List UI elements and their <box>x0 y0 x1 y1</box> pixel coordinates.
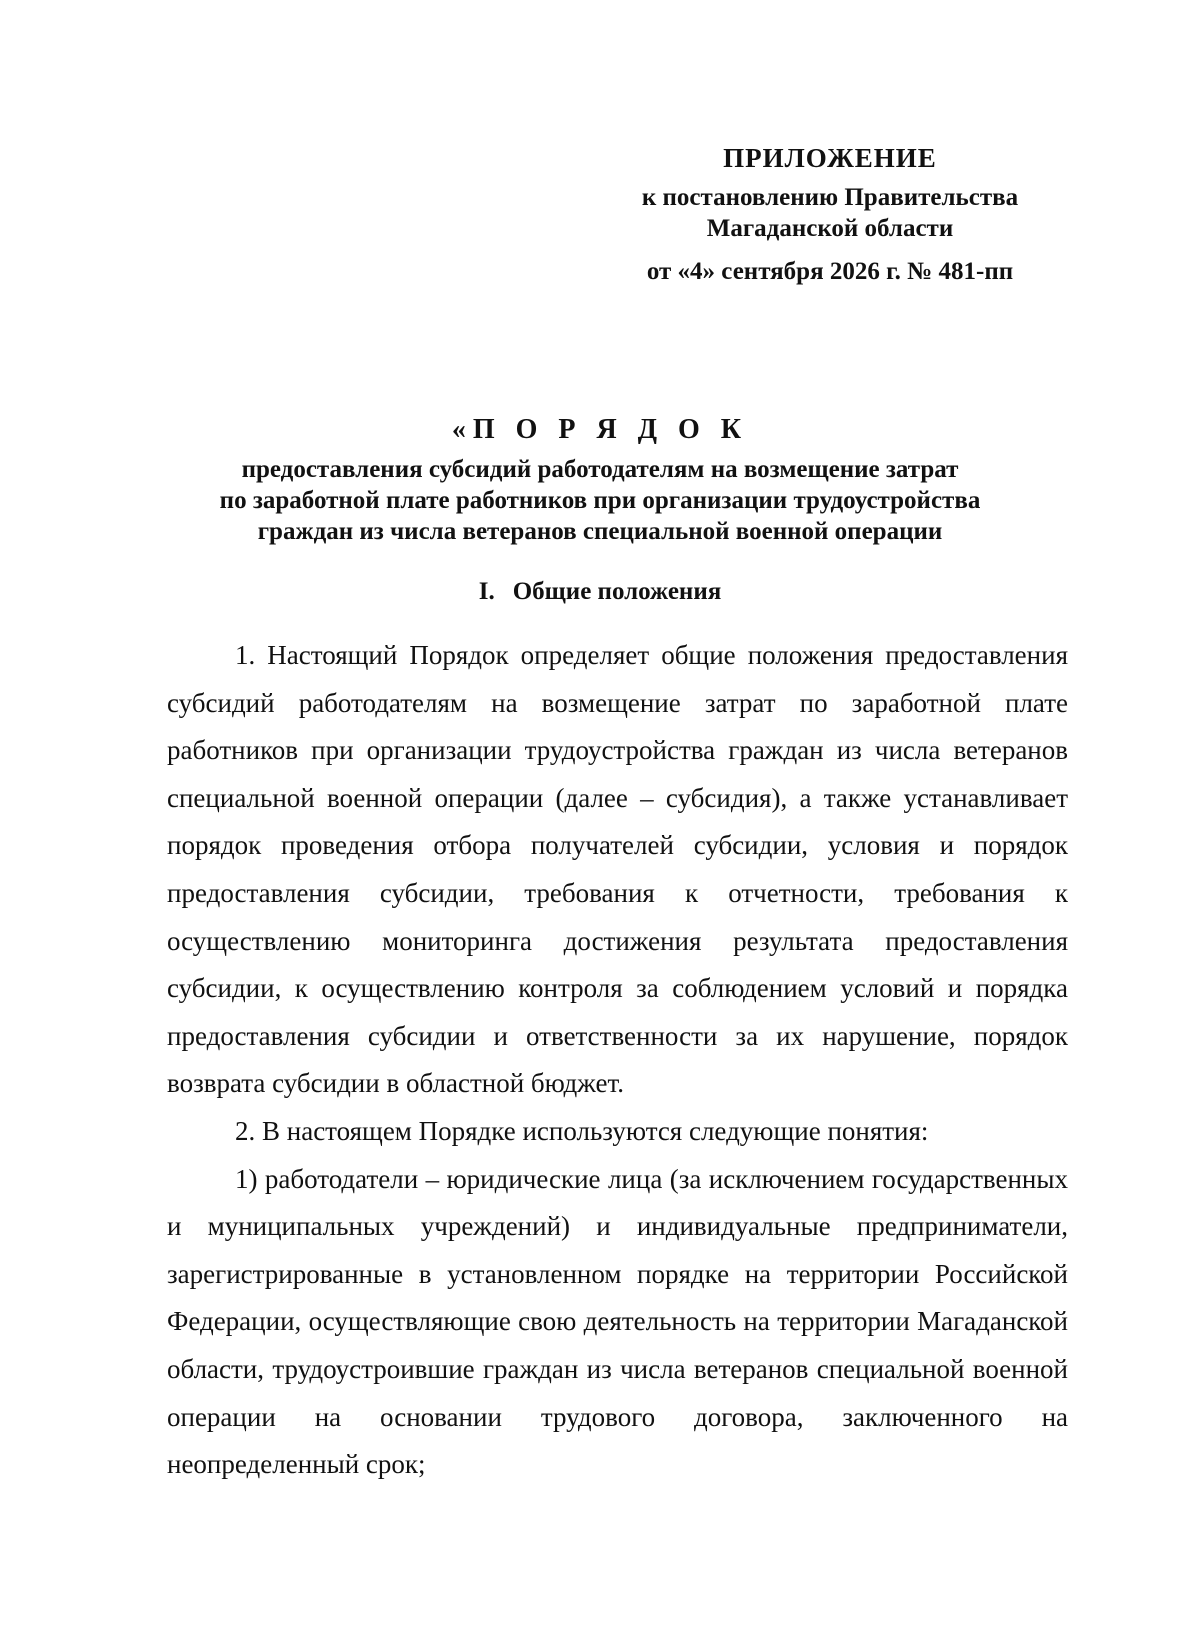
document-subtitle <box>120 454 1080 547</box>
document-subtitle-line: граждан из числа ветеранов специальной военной операции <box>257 518 943 545</box>
section-heading <box>120 576 1080 608</box>
paragraph: 1) работодатели – юридические лица (за исключением государственных и муниципальных учреждений) и индивидуальные предприниматели, зарегистрированные в установленном порядке на территории Российской Федерации, осуществляющие свою деятельность на территории Магаданской области, трудоустроившие граждан из числа ветеранов специальной военной операции на основании трудового договора, заключенного на неопределенный срок; <box>167 1163 1068 1480</box>
document-title: «П О Р Я Д О К <box>451 414 749 445</box>
appendix-resolution-line: к постановлению Правительства <box>641 184 1019 211</box>
document-subtitle-line: по заработной плате работников при организации трудоустройства <box>219 487 981 514</box>
document-subtitle-line: предоставления субсидий работодателям на возмещение затрат <box>241 456 959 483</box>
appendix-region-line: Магаданской области <box>706 215 954 242</box>
section-title: Общие положения <box>512 578 722 605</box>
appendix-header <box>610 138 1050 287</box>
paragraph: 1. Настоящий Порядок определяет общие положения предоставления субсидий работодателям на возмещение затрат по заработной плате работников при организации трудоустройства граждан из числа ветеранов специальной военной операции (далее – субсидия), а также устанавливает порядок проведения отбора получателей субсидии, условия и порядок предоставления субсидии, требования к отчетности, требования к осуществлению мониторинга достижения результата предоставления субсидии, к осуществлению контроля за соблюдением условий и порядка предоставления субсидии и ответственности за их нарушение, порядок возврата субсидии в областной бюджет. <box>167 640 1068 1099</box>
document-body <box>167 632 1068 1489</box>
section-number: I. <box>478 578 495 605</box>
appendix-date-line: от «4» сентября 2026 г. № 481-пп <box>646 258 1014 285</box>
appendix-title: ПРИЛОЖЕНИЕ <box>723 143 937 173</box>
paragraph: 2. В настоящем Порядке используются следующие понятия: <box>235 1115 929 1146</box>
document-title-block <box>120 410 1080 547</box>
